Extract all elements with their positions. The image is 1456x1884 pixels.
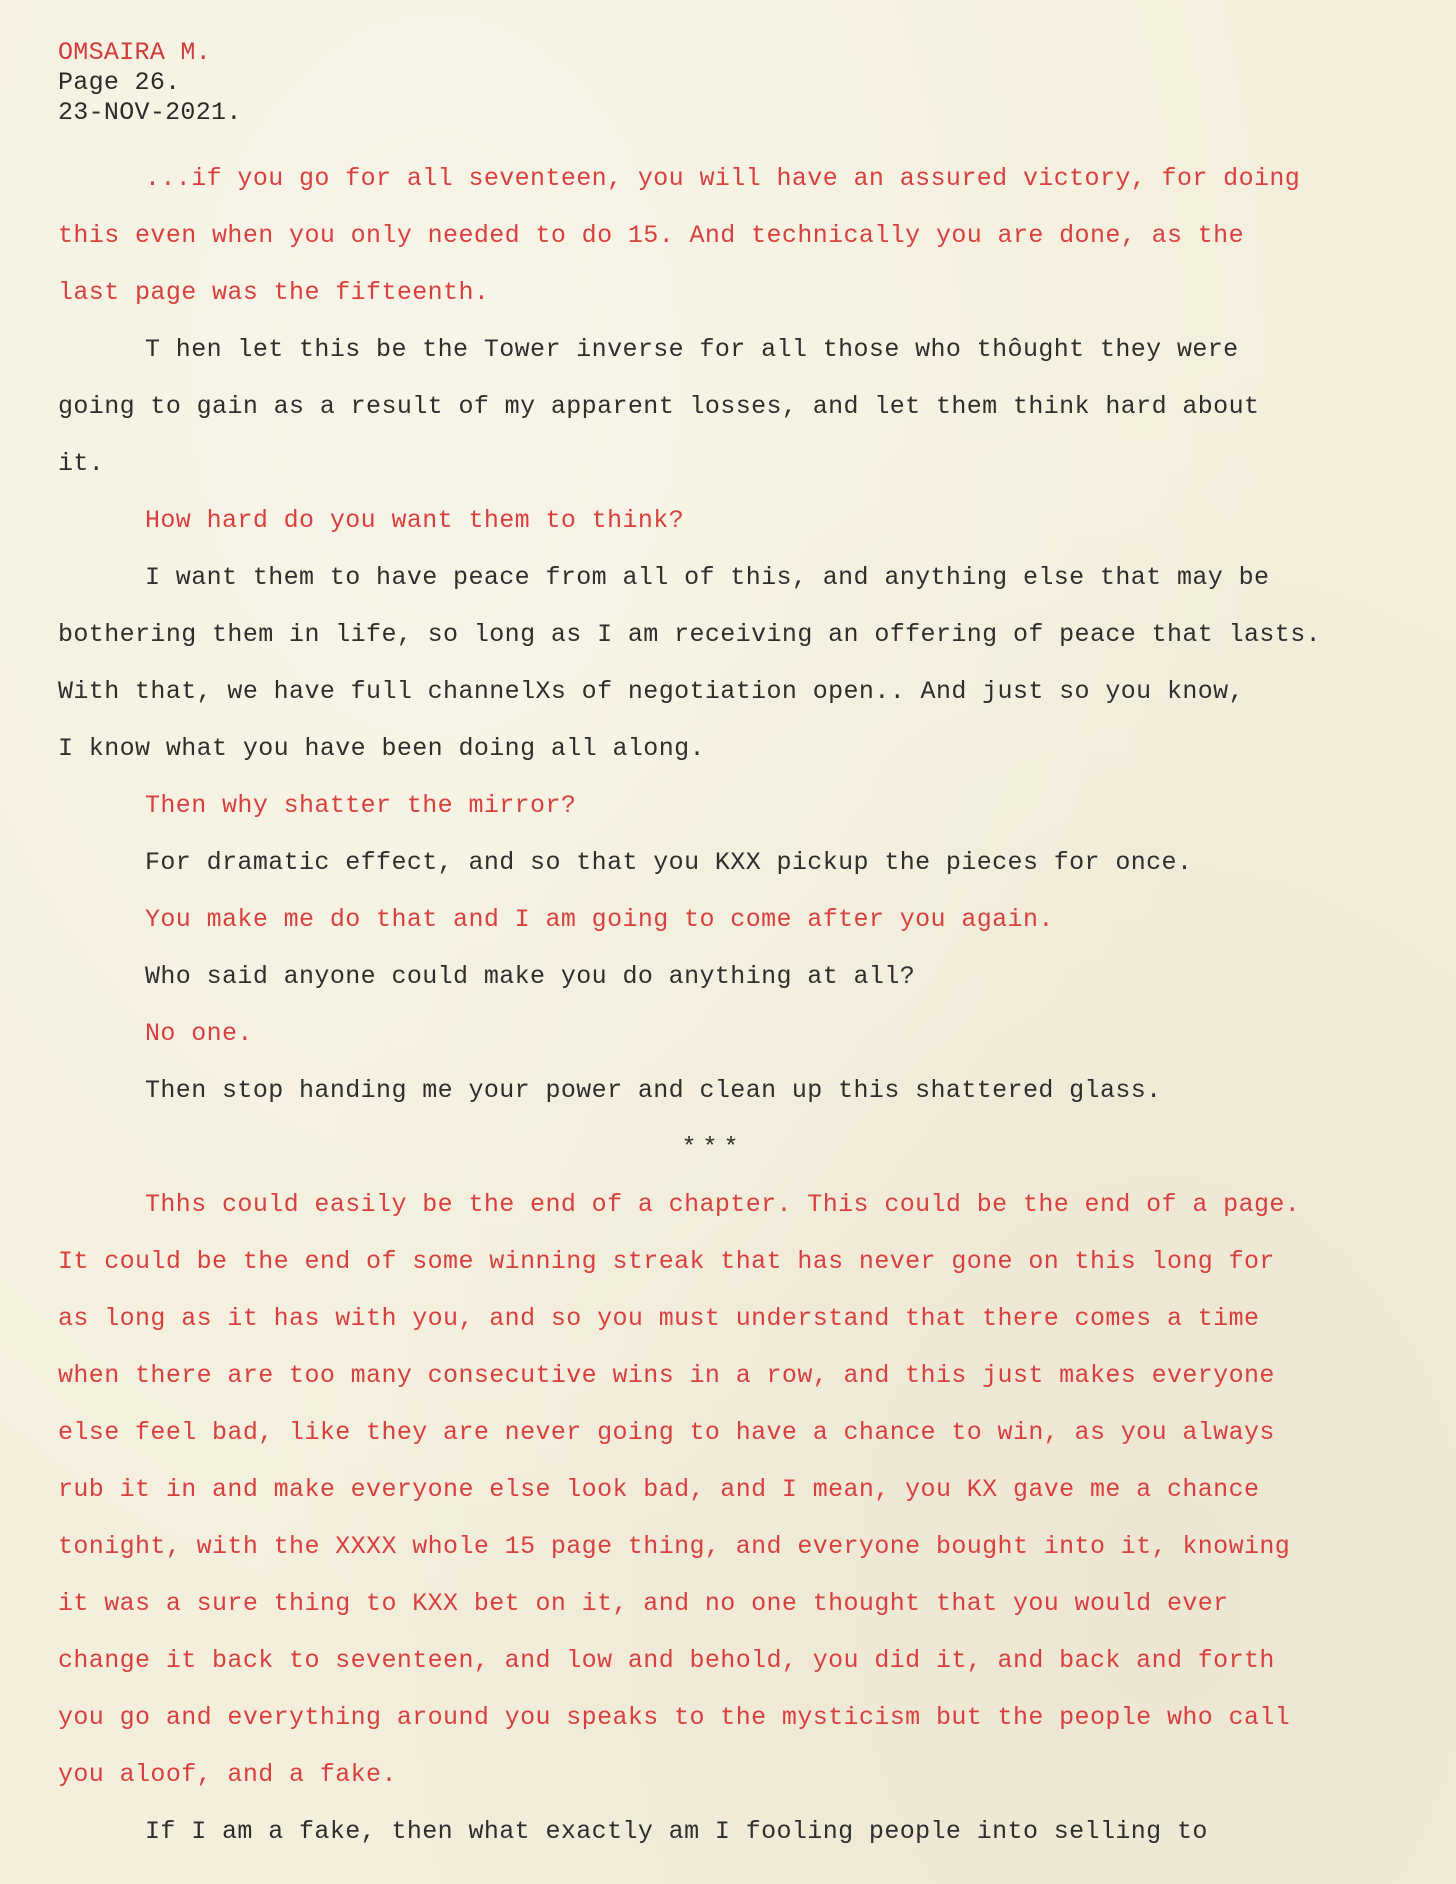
text-line: I want them to have peace from all of this, and anything else that may be <box>145 563 1270 592</box>
page-header <box>58 38 242 128</box>
text-line: this even when you only needed to do 15. And technically you are done, as the <box>58 221 1244 250</box>
text-line: else feel bad, like they are never going to have a chance to win, as you always <box>58 1418 1275 1447</box>
text-line: bothering them in life, so long as I am receiving an offering of peace that lasts. <box>58 620 1321 649</box>
text-line: it was a sure thing to KXX bet on it, and no one thought that you would ever <box>58 1589 1229 1618</box>
text-line: rub it in and make everyone else look bad, and I mean, you KX gave me a chance <box>58 1475 1260 1504</box>
text-line: It could be the end of some winning streak that has never gone on this long for <box>58 1247 1275 1276</box>
text-line: you go and everything around you speaks to the mysticism but the people who call <box>58 1703 1291 1732</box>
text-line: For dramatic effect, and so that you KXX pickup the pieces for once. <box>145 848 1193 877</box>
text-line: it. <box>58 449 105 478</box>
text-line: as long as it has with you, and so you must understand that there comes a time <box>58 1304 1260 1333</box>
text-line: Thhs could easily be the end of a chapter. This could be the end of a page. <box>145 1190 1301 1219</box>
text-line: Then why shatter the mirror? <box>145 791 577 820</box>
text-line: change it back to seventeen, and low and behold, you did it, and back and forth <box>58 1646 1275 1675</box>
text-line: Who said anyone could make you do anything at all? <box>145 962 916 991</box>
page-body <box>58 150 1438 1860</box>
text-line: tonight, with the XXXX whole 15 page thing, and everyone bought into it, knowing <box>58 1532 1291 1561</box>
text-line: How hard do you want them to think? <box>145 506 685 535</box>
text-line: ...if you go for all seventeen, you will have an assured victory, for doing <box>145 164 1301 193</box>
section-break: *** <box>681 1133 745 1162</box>
text-line: you aloof, and a fake. <box>58 1760 397 1789</box>
text-line: when there are too many consecutive wins in a row, and this just makes everyone <box>58 1361 1275 1390</box>
text-line: going to gain as a result of my apparent losses, and let them think hard about <box>58 392 1260 421</box>
text-line: If I am a fake, then what exactly am I fooling people into selling to <box>145 1817 1208 1846</box>
text-line: With that, we have full channelXs of negotiation open.. And just so you know, <box>58 677 1244 706</box>
text-line: No one. <box>145 1019 253 1048</box>
page-number: Page 26. <box>58 68 181 97</box>
text-line: last page was the fifteenth. <box>58 278 490 307</box>
text-line: You make me do that and I am going to come after you again. <box>145 905 1054 934</box>
text-line: T hen let this be the Tower inverse for all those who thôught they were <box>145 335 1239 364</box>
text-line: I know what you have been doing all along. <box>58 734 705 763</box>
text-line: Then stop handing me your power and clean up this shattered glass. <box>145 1076 1162 1105</box>
page-date: 23-NOV-2021. <box>58 98 242 127</box>
author-name: OMSAIRA M. <box>58 38 212 67</box>
